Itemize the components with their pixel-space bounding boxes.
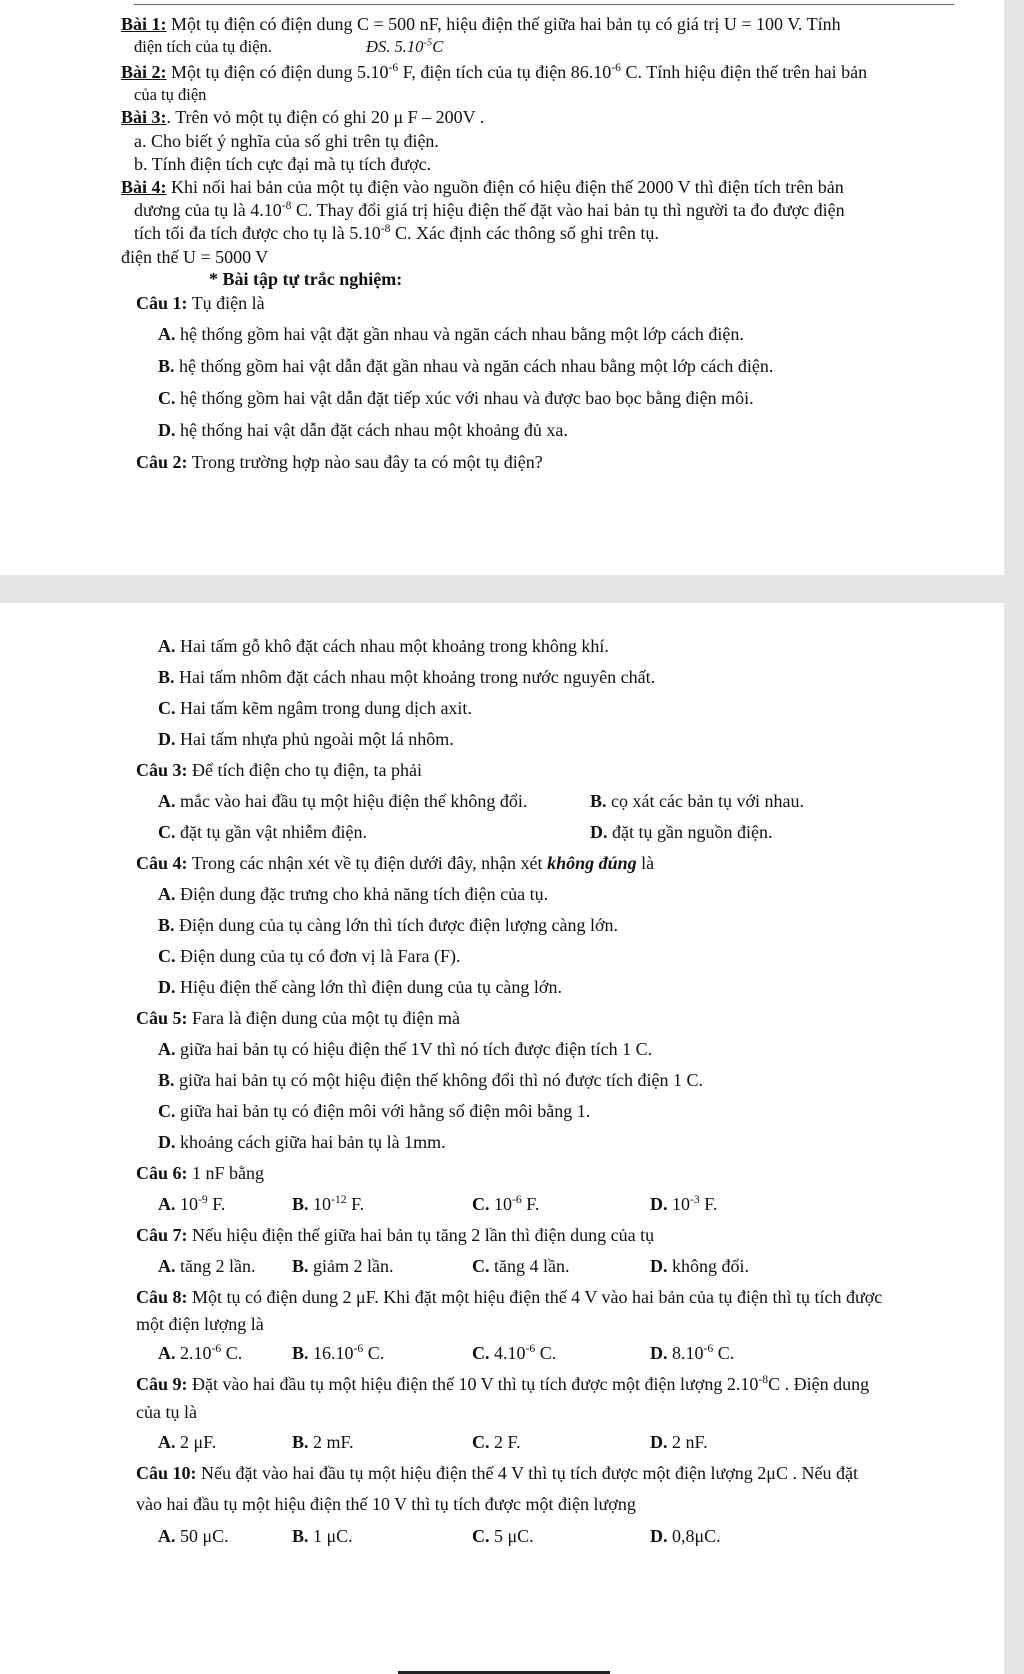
q9-option-a: A. 2 μF. [158, 1432, 217, 1452]
bai3-b: b. Tính điện tích cực đại mà tụ tích được. [134, 154, 432, 174]
q10-option-d: D. 0,8μC. [650, 1526, 721, 1546]
page-top-border [134, 4, 954, 5]
q5-option-b: B. giữa hai bản tụ có một hiệu điện thế không đổi thì nó được tích điện 1 C. [158, 1070, 703, 1090]
q8-option-d: D. $8.10^{-6}$ C. [650, 1342, 735, 1363]
q4-option-c: C. Điện dung của tụ có đơn vị là Fara (F). [158, 946, 461, 966]
q8-option-c: C. $4.10^{-6}$ C. [472, 1342, 557, 1363]
bai4-answer: điện thế U = 5000 V [121, 247, 269, 267]
q4-question: Câu 4: Trong các nhận xét về tụ điện dưới đây, nhận xét không đúng là [136, 853, 655, 873]
q2-option-a: A. Hai tấm gỗ khô đặt cách nhau một khoảng trong không khí. [158, 636, 609, 656]
q10-option-a: A. 50 μC. [158, 1526, 229, 1546]
q10-cont: vào hai đầu tụ một hiệu điện thế 10 V thì tụ tích được một điện lượng [136, 1494, 636, 1514]
q5-option-a: A. giữa hai bản tụ có hiệu điện thế 1V thì nó tích được điện tích 1 C. [158, 1039, 653, 1059]
q8-option-a: A. $2.10^{-6}$ C. [158, 1342, 243, 1363]
q1-option-d: D. hệ thống hai vật dẫn đặt cách nhau một khoảng đủ xa. [158, 420, 568, 440]
q2-option-c: C. Hai tấm kẽm ngâm trong dung dịch axit. [158, 698, 472, 718]
q7-question: Câu 7: Nếu hiệu điện thế giữa hai bản tụ tăng 2 lần thì điện dung của tụ [136, 1225, 655, 1245]
q9-cont: của tụ là [136, 1402, 197, 1422]
q2-question: Câu 2: Trong trường hợp nào sau đây ta có một tụ điện? [136, 452, 543, 472]
q10-option-c: C. 5 μC. [472, 1526, 534, 1546]
bai1-cont: điện tích của tụ điện. ĐS. $5.10^{-5}C$ [134, 36, 444, 56]
q9-question: Câu 9: Đặt vào hai đầu tụ một hiệu điện thế 10 V thì tụ tích được một điện lượng $2.10^{-8}C$ . Điện dung [136, 1373, 870, 1394]
bai3-line: Bài 3:. Trên vỏ một tụ điện có ghi 20 μ F – 200V . [121, 107, 485, 127]
q7-option-b: B. giảm 2 lần. [292, 1256, 394, 1276]
q6-option-b: B. $10^{-12}$ F. [292, 1193, 365, 1214]
q2-option-d: D. Hai tấm nhựa phủ ngoài một lá nhôm. [158, 729, 454, 749]
q1-question: Câu 1: Tụ điện là [136, 293, 265, 313]
q3-option-c: C. đặt tụ gần vật nhiễm điện. [158, 822, 367, 842]
q10-option-b: B. 1 μC. [292, 1526, 353, 1546]
bai1-answer: ĐS. $5.10^{-5}C$ [366, 36, 444, 56]
document-page-bottom [0, 603, 1004, 1674]
page-gap [0, 575, 1024, 603]
q2-option-b: B. Hai tấm nhôm đặt cách nhau một khoảng trong nước nguyên chất. [158, 667, 656, 687]
practice-title: * Bài tập tự trắc nghiệm: [209, 269, 403, 289]
q5-option-d: D. khoảng cách giữa hai bản tụ là 1mm. [158, 1132, 446, 1152]
bai4-line3: tích tối đa tích được cho tụ là $5.10^{-8}$ C. Xác định các thông số ghi trên tụ. [134, 222, 659, 243]
q3-option-d: D. đặt tụ gần nguồn điện. [590, 822, 773, 842]
q5-question: Câu 5: Fara là điện dung của một tụ điện mà [136, 1008, 460, 1028]
q7-option-a: A. tăng 2 lần. [158, 1256, 256, 1276]
q1-option-c: C. hệ thống gồm hai vật dẫn đặt tiếp xúc với nhau và được bao bọc bằng điện môi. [158, 388, 754, 408]
q8-cont: một điện lượng là [136, 1314, 264, 1334]
q1-option-a: A. hệ thống gồm hai vật đặt gần nhau và ngăn cách nhau bằng một lớp cách điện. [158, 324, 744, 344]
bai1-line: Bài 1: Một tụ điện có điện dung C = 500 nF, hiệu điện thế giữa hai bản tụ có giá trị U = 100 V. Tính [121, 14, 841, 34]
q4-option-d: D. Hiệu điện thế càng lớn thì điện dung của tụ càng lớn. [158, 977, 562, 997]
bai4-line2: dương của tụ là $4.10^{-8}$ C. Thay đổi giá trị hiệu điện thế đặt vào hai bản tụ thì người ta đo được điện [134, 199, 845, 220]
q3-option-a: A. mắc vào hai đầu tụ một hiệu điện thế không đổi. [158, 791, 528, 811]
q4-option-b: B. Điện dung của tụ càng lớn thì tích được điện lượng càng lớn. [158, 915, 619, 935]
bai2-line: Bài 2: Một tụ điện có điện dung $5.10^{-6}$ F, điện tích của tụ điện $86.10^{-6}$ C. Tính hiệu điện thế trên hai bản [121, 61, 868, 82]
q6-option-c: C. $10^{-6}$ F. [472, 1193, 540, 1214]
q6-question: Câu 6: 1 nF bằng [136, 1163, 265, 1183]
viewer-scroll-gutter [1004, 0, 1024, 1674]
q9-option-b: B. 2 mF. [292, 1432, 354, 1452]
bai2-cont: của tụ điện [134, 85, 207, 104]
q6-option-d: D. $10^{-3}$ F. [650, 1193, 718, 1214]
q8-question: Câu 8: Một tụ có điện dung 2 μF. Khi đặt một hiệu điện thế 4 V vào hai bản của tụ điện thì tụ tích được [136, 1287, 883, 1307]
q7-option-d: D. không đổi. [650, 1256, 750, 1276]
q9-option-c: C. 2 F. [472, 1432, 521, 1452]
q9-option-d: D. 2 nF. [650, 1432, 708, 1452]
q6-option-a: A. $10^{-9}$ F. [158, 1193, 226, 1214]
q8-option-b: B. $16.10^{-6}$ C. [292, 1342, 385, 1363]
q10-question: Câu 10: Nếu đặt vào hai đầu tụ một hiệu điện thế 4 V thì tụ tích được một điện lượng 2μC . Nếu đặt [136, 1463, 858, 1483]
q4-option-a: A. Điện dung đặc trưng cho khả năng tích điện của tụ. [158, 884, 549, 904]
q1-option-b: B. hệ thống gồm hai vật dẫn đặt gần nhau và ngăn cách nhau bằng một lớp cách điện. [158, 356, 774, 376]
q3-question: Câu 3: Để tích điện cho tụ điện, ta phải [136, 760, 422, 780]
q3-option-b: B. cọ xát các bản tụ với nhau. [590, 791, 804, 811]
q5-option-c: C. giữa hai bản tụ có điện môi với hằng số điện môi bằng 1. [158, 1101, 591, 1121]
document-page-top [0, 0, 1004, 575]
q7-option-c: C. tăng 4 lần. [472, 1256, 570, 1276]
bai4-line: Bài 4: Khi nối hai bản của một tụ điện vào nguồn điện có hiệu điện thế 2000 V thì điện tích trên bản [121, 177, 844, 197]
bai3-a: a. Cho biết ý nghĩa của số ghi trên tụ điện. [134, 131, 439, 151]
